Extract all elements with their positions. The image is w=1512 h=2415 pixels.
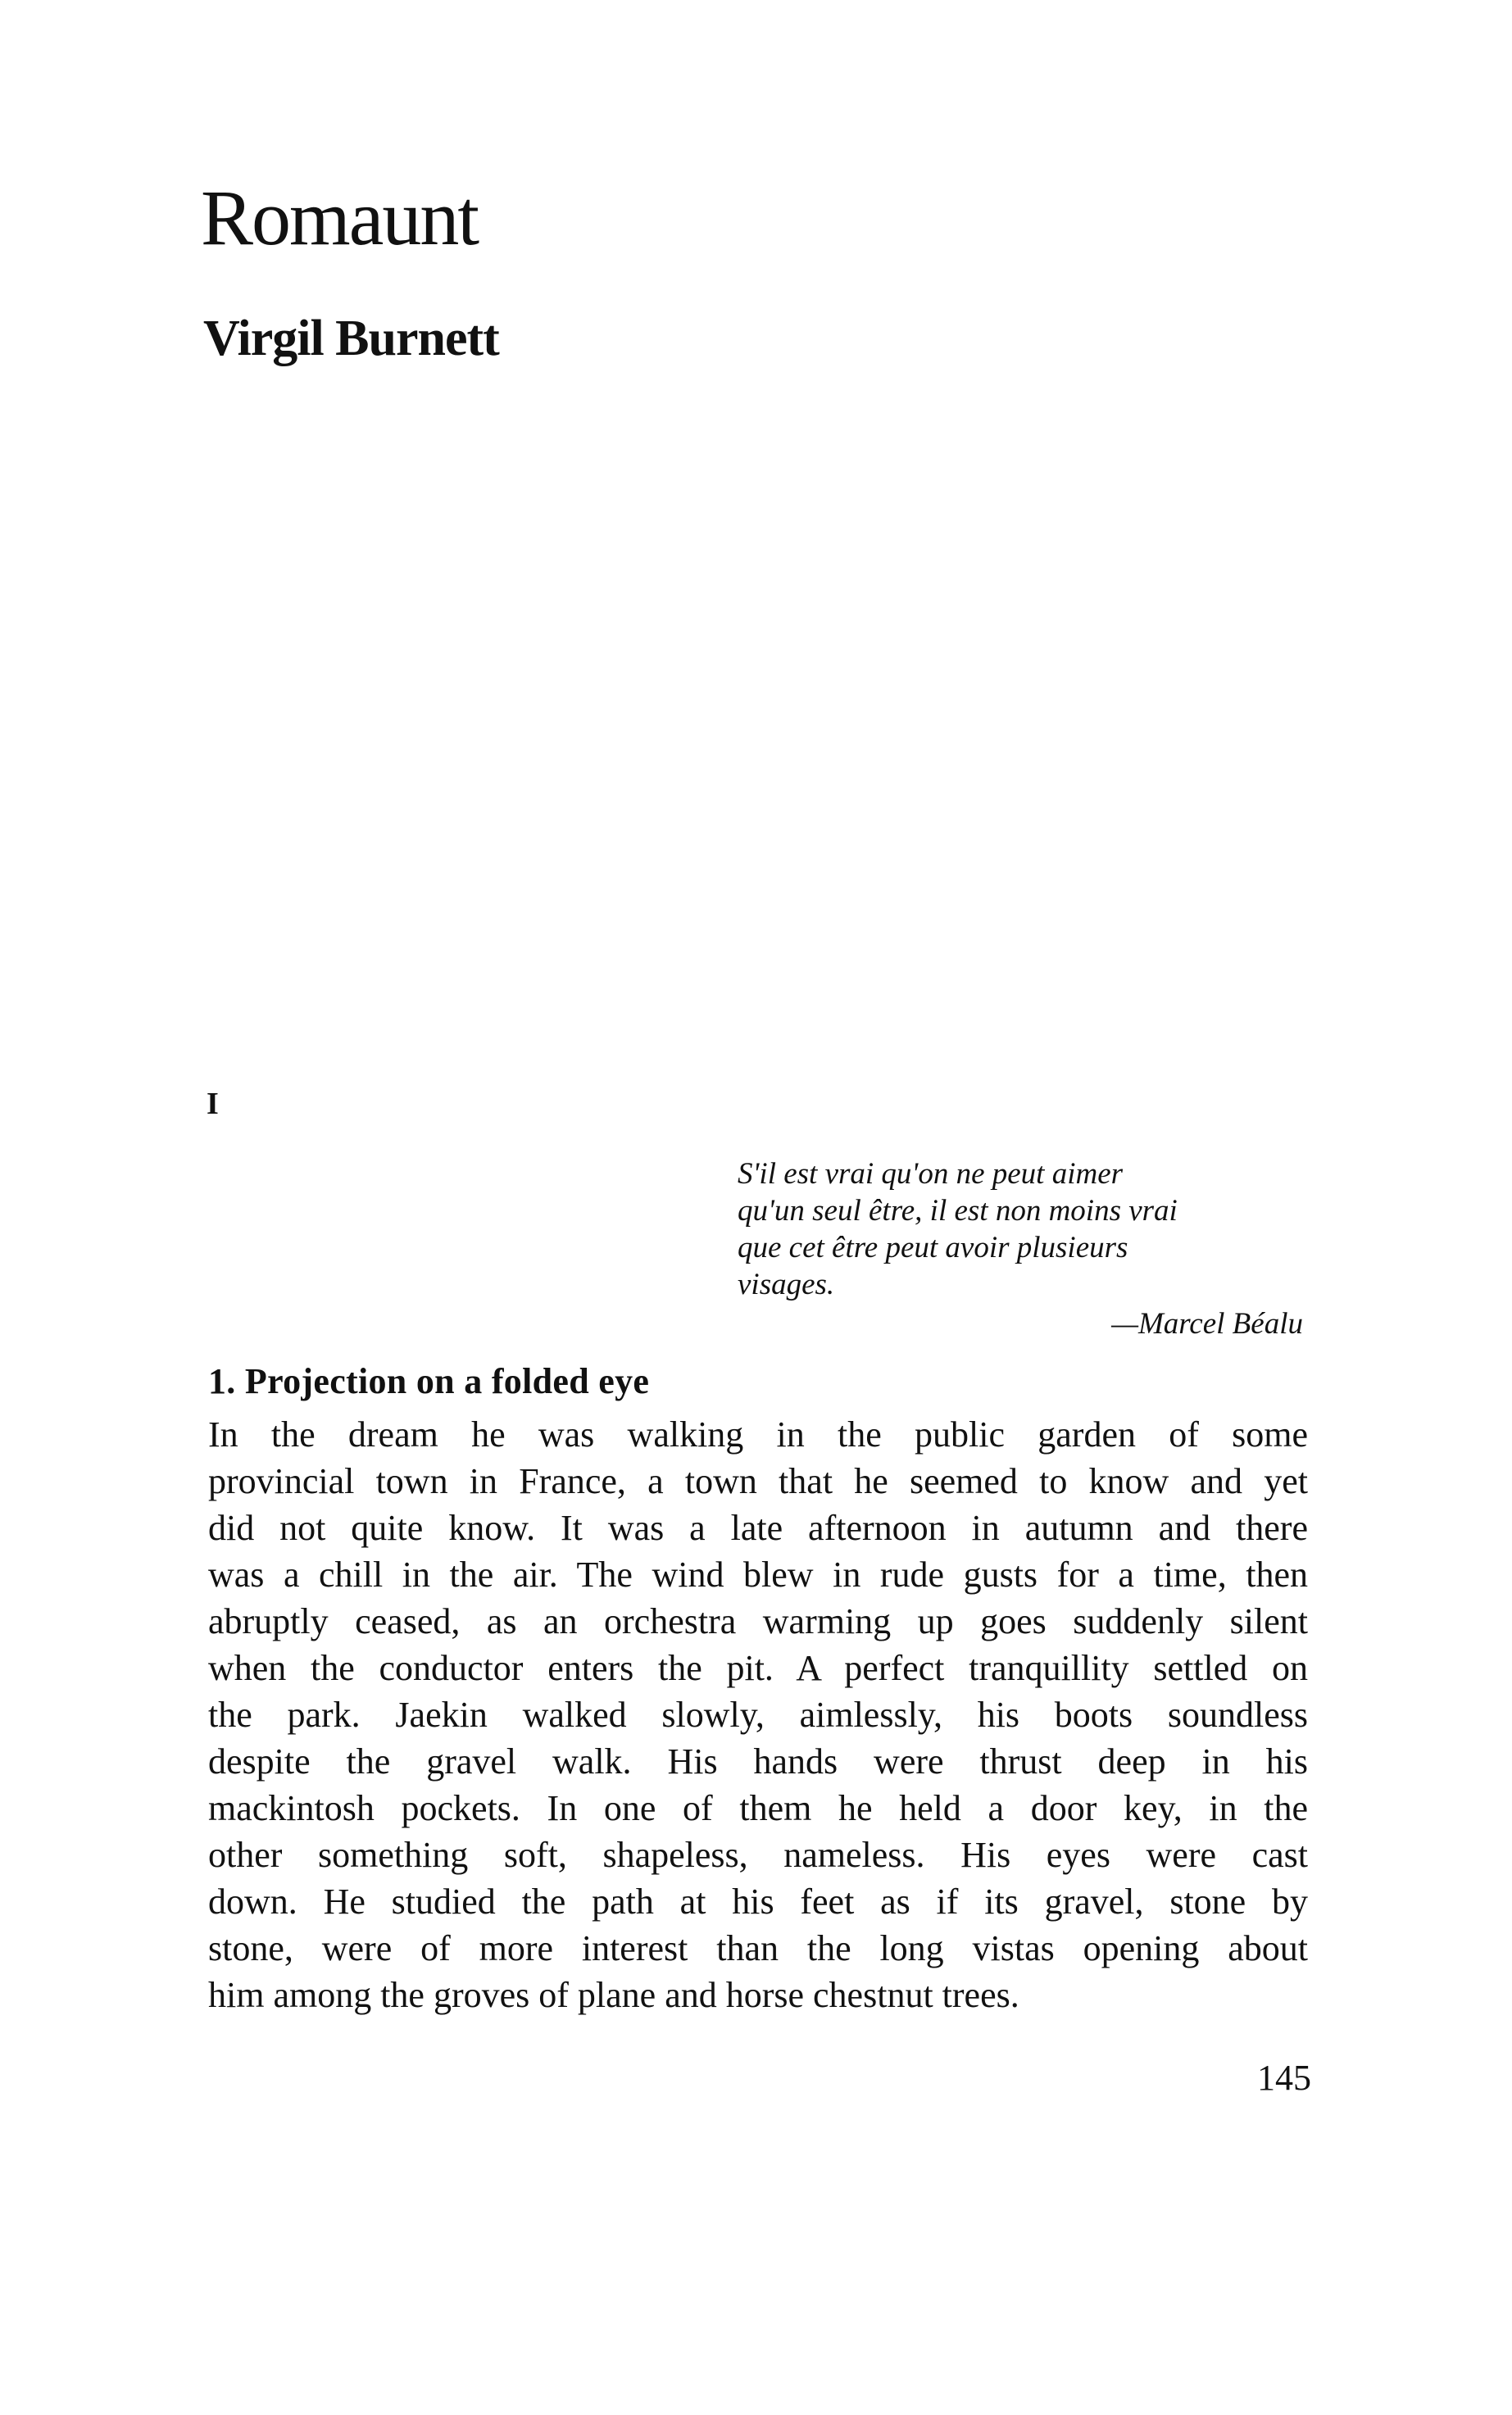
body-line: him among the groves of plane and horse chestnut trees. (208, 1975, 1019, 2015)
epigraph (738, 1155, 1303, 1342)
part-numeral: I (207, 1087, 219, 1121)
body-line: the park. Jaekin walked slowly, aimlessly, his boots soundless (208, 1695, 1308, 1735)
author-name: Virgil Burnett (203, 311, 499, 366)
epigraph-line: qu'un seul être, il est non moins vrai (738, 1194, 1178, 1228)
body-line: abruptly ceased, as an orchestra warming up goes suddenly silent (208, 1601, 1308, 1641)
body-line: did not quite know. It was a late afternoon in autumn and there (208, 1508, 1308, 1548)
epigraph-line: que cet être peut avoir plusieurs (738, 1231, 1128, 1264)
body-line: mackintosh pockets. In one of them he held a door key, in the (208, 1788, 1308, 1828)
body-line: despite the gravel walk. His hands were thrust deep in his (208, 1741, 1308, 1782)
body-line: provincial town in France, a town that he seemed to know and yet (208, 1461, 1308, 1501)
page-number: 145 (1257, 2058, 1311, 2098)
section-heading: 1. Projection on a folded eye (208, 1361, 650, 1401)
epigraph-line: S'il est vrai qu'on ne peut aimer (738, 1157, 1124, 1191)
body-line: In the dream he was walking in the public garden of some (208, 1414, 1308, 1455)
epigraph-attribution: —Marcel Béalu (1111, 1307, 1303, 1341)
body-line: stone, were of more interest than the long vistas opening about (208, 1928, 1308, 1968)
body-paragraph (208, 1411, 1308, 2018)
body-line: other something soft, shapeless, nameless. His eyes were cast (208, 1835, 1308, 1875)
story-title: Romaunt (201, 174, 478, 261)
body-line: down. He studied the path at his feet as if its gravel, stone by (208, 1882, 1308, 1922)
body-line: was a chill in the air. The wind blew in rude gusts for a time, then (208, 1555, 1308, 1595)
body-line: when the conductor enters the pit. A perfect tranquillity settled on (208, 1648, 1308, 1688)
epigraph-line: visages. (738, 1268, 835, 1301)
